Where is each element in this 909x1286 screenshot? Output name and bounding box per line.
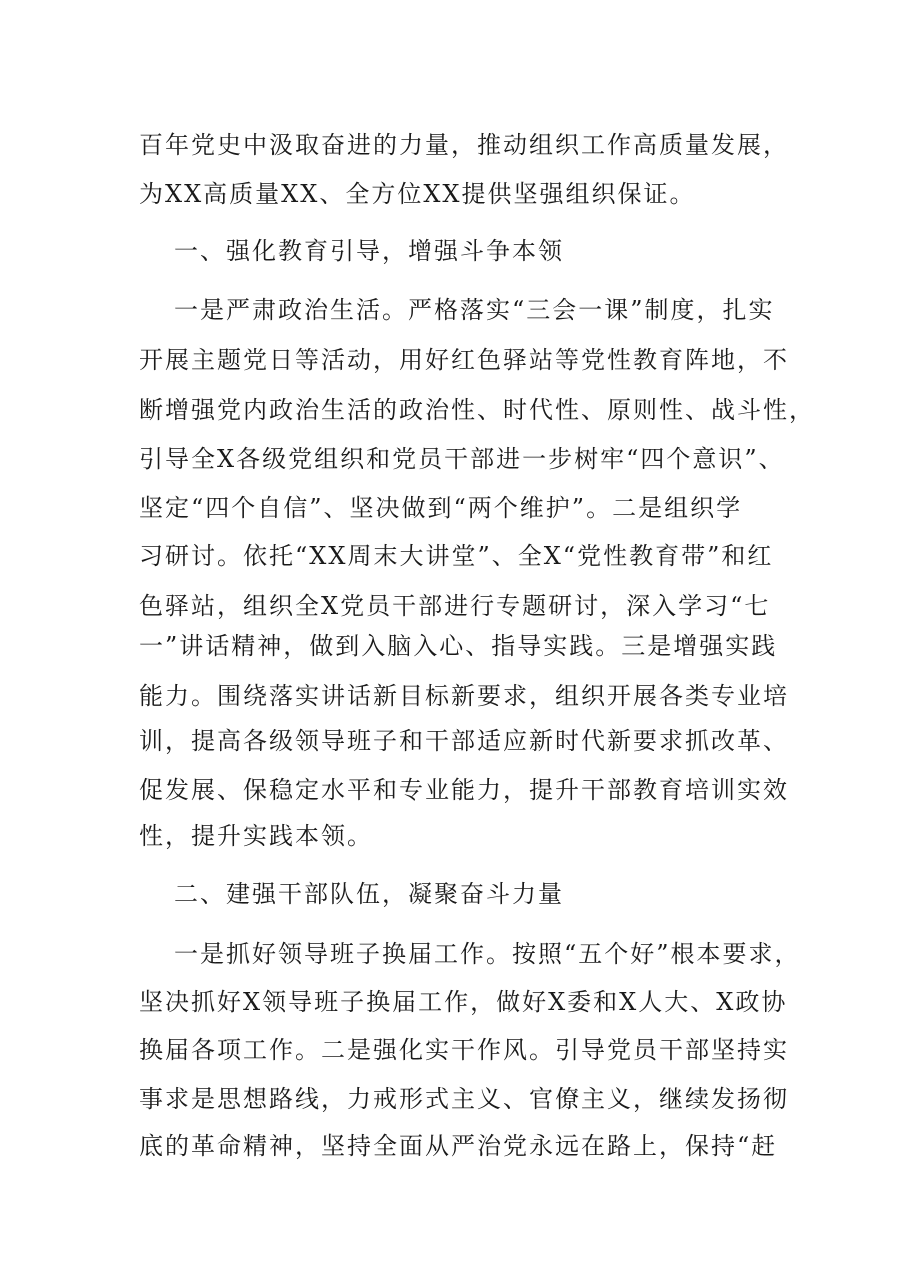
paragraph-line: 色驿站，组织全X党员干部进行专题研讨，深入学习“七 bbox=[139, 592, 771, 620]
paragraph-line: 引导全X各级党组织和党员干部进一步树牢“四个意识”、 bbox=[139, 445, 785, 473]
paragraph-line: 性，提升实践本领。 bbox=[139, 822, 373, 850]
paragraph-line: 换届各项工作。二是强化实干作风。引导党员干部坚持实 bbox=[139, 1036, 789, 1064]
paragraph-line: 底的革命精神，坚持全面从严治党永远在路上，保持“赶 bbox=[139, 1132, 778, 1160]
paragraph-line: 习研讨。依托“XX周末大讲堂”、全X“党性教育带”和红 bbox=[139, 542, 774, 570]
paragraph-line: 能力。围绕落实讲话新目标新要求，组织开展各类专业培 bbox=[139, 682, 789, 710]
paragraph-line: 坚决抓好X领导班子换届工作，做好X委和X人大、X政协 bbox=[139, 988, 788, 1016]
paragraph-line: 事求是思想路线，力戒形式主义、官僚主义，继续发扬彻 bbox=[139, 1085, 789, 1113]
paragraph-line: 开展主题党日等活动，用好红色驿站等党性教育阵地，不 bbox=[139, 346, 789, 374]
section-heading-2: 二、建强干部队伍，凝聚奋斗力量 bbox=[174, 880, 564, 908]
paragraph-line: 百年党史中汲取奋进的力量，推动组织工作高质量发展， bbox=[139, 131, 789, 159]
paragraph-line: 促发展、保稳定水平和专业能力，提升干部教育培训实效 bbox=[139, 776, 789, 804]
paragraph-line: 一是抓好领导班子换届工作。按照“五个好”根本要求， bbox=[174, 940, 801, 968]
section-heading-1: 一、强化教育引导，增强斗争本领 bbox=[174, 237, 564, 265]
paragraph-line: 坚定“四个自信”、坚决做到“两个维护”。二是组织学 bbox=[139, 494, 743, 522]
paragraph-line: 断增强党内政治生活的政治性、时代性、原则性、战斗性， bbox=[139, 396, 815, 424]
paragraph-line: 一”讲话精神，做到入脑入心、指导实践。三是增强实践 bbox=[139, 632, 778, 660]
paragraph-line: 一是严肃政治生活。严格落实“三会一课”制度，扎实 bbox=[174, 296, 775, 324]
paragraph-line: 为XX高质量XX、全方位XX提供坚强组织保证。 bbox=[139, 180, 696, 208]
paragraph-line: 训，提高各级领导班子和干部适应新时代新要求抓改革、 bbox=[139, 727, 789, 755]
